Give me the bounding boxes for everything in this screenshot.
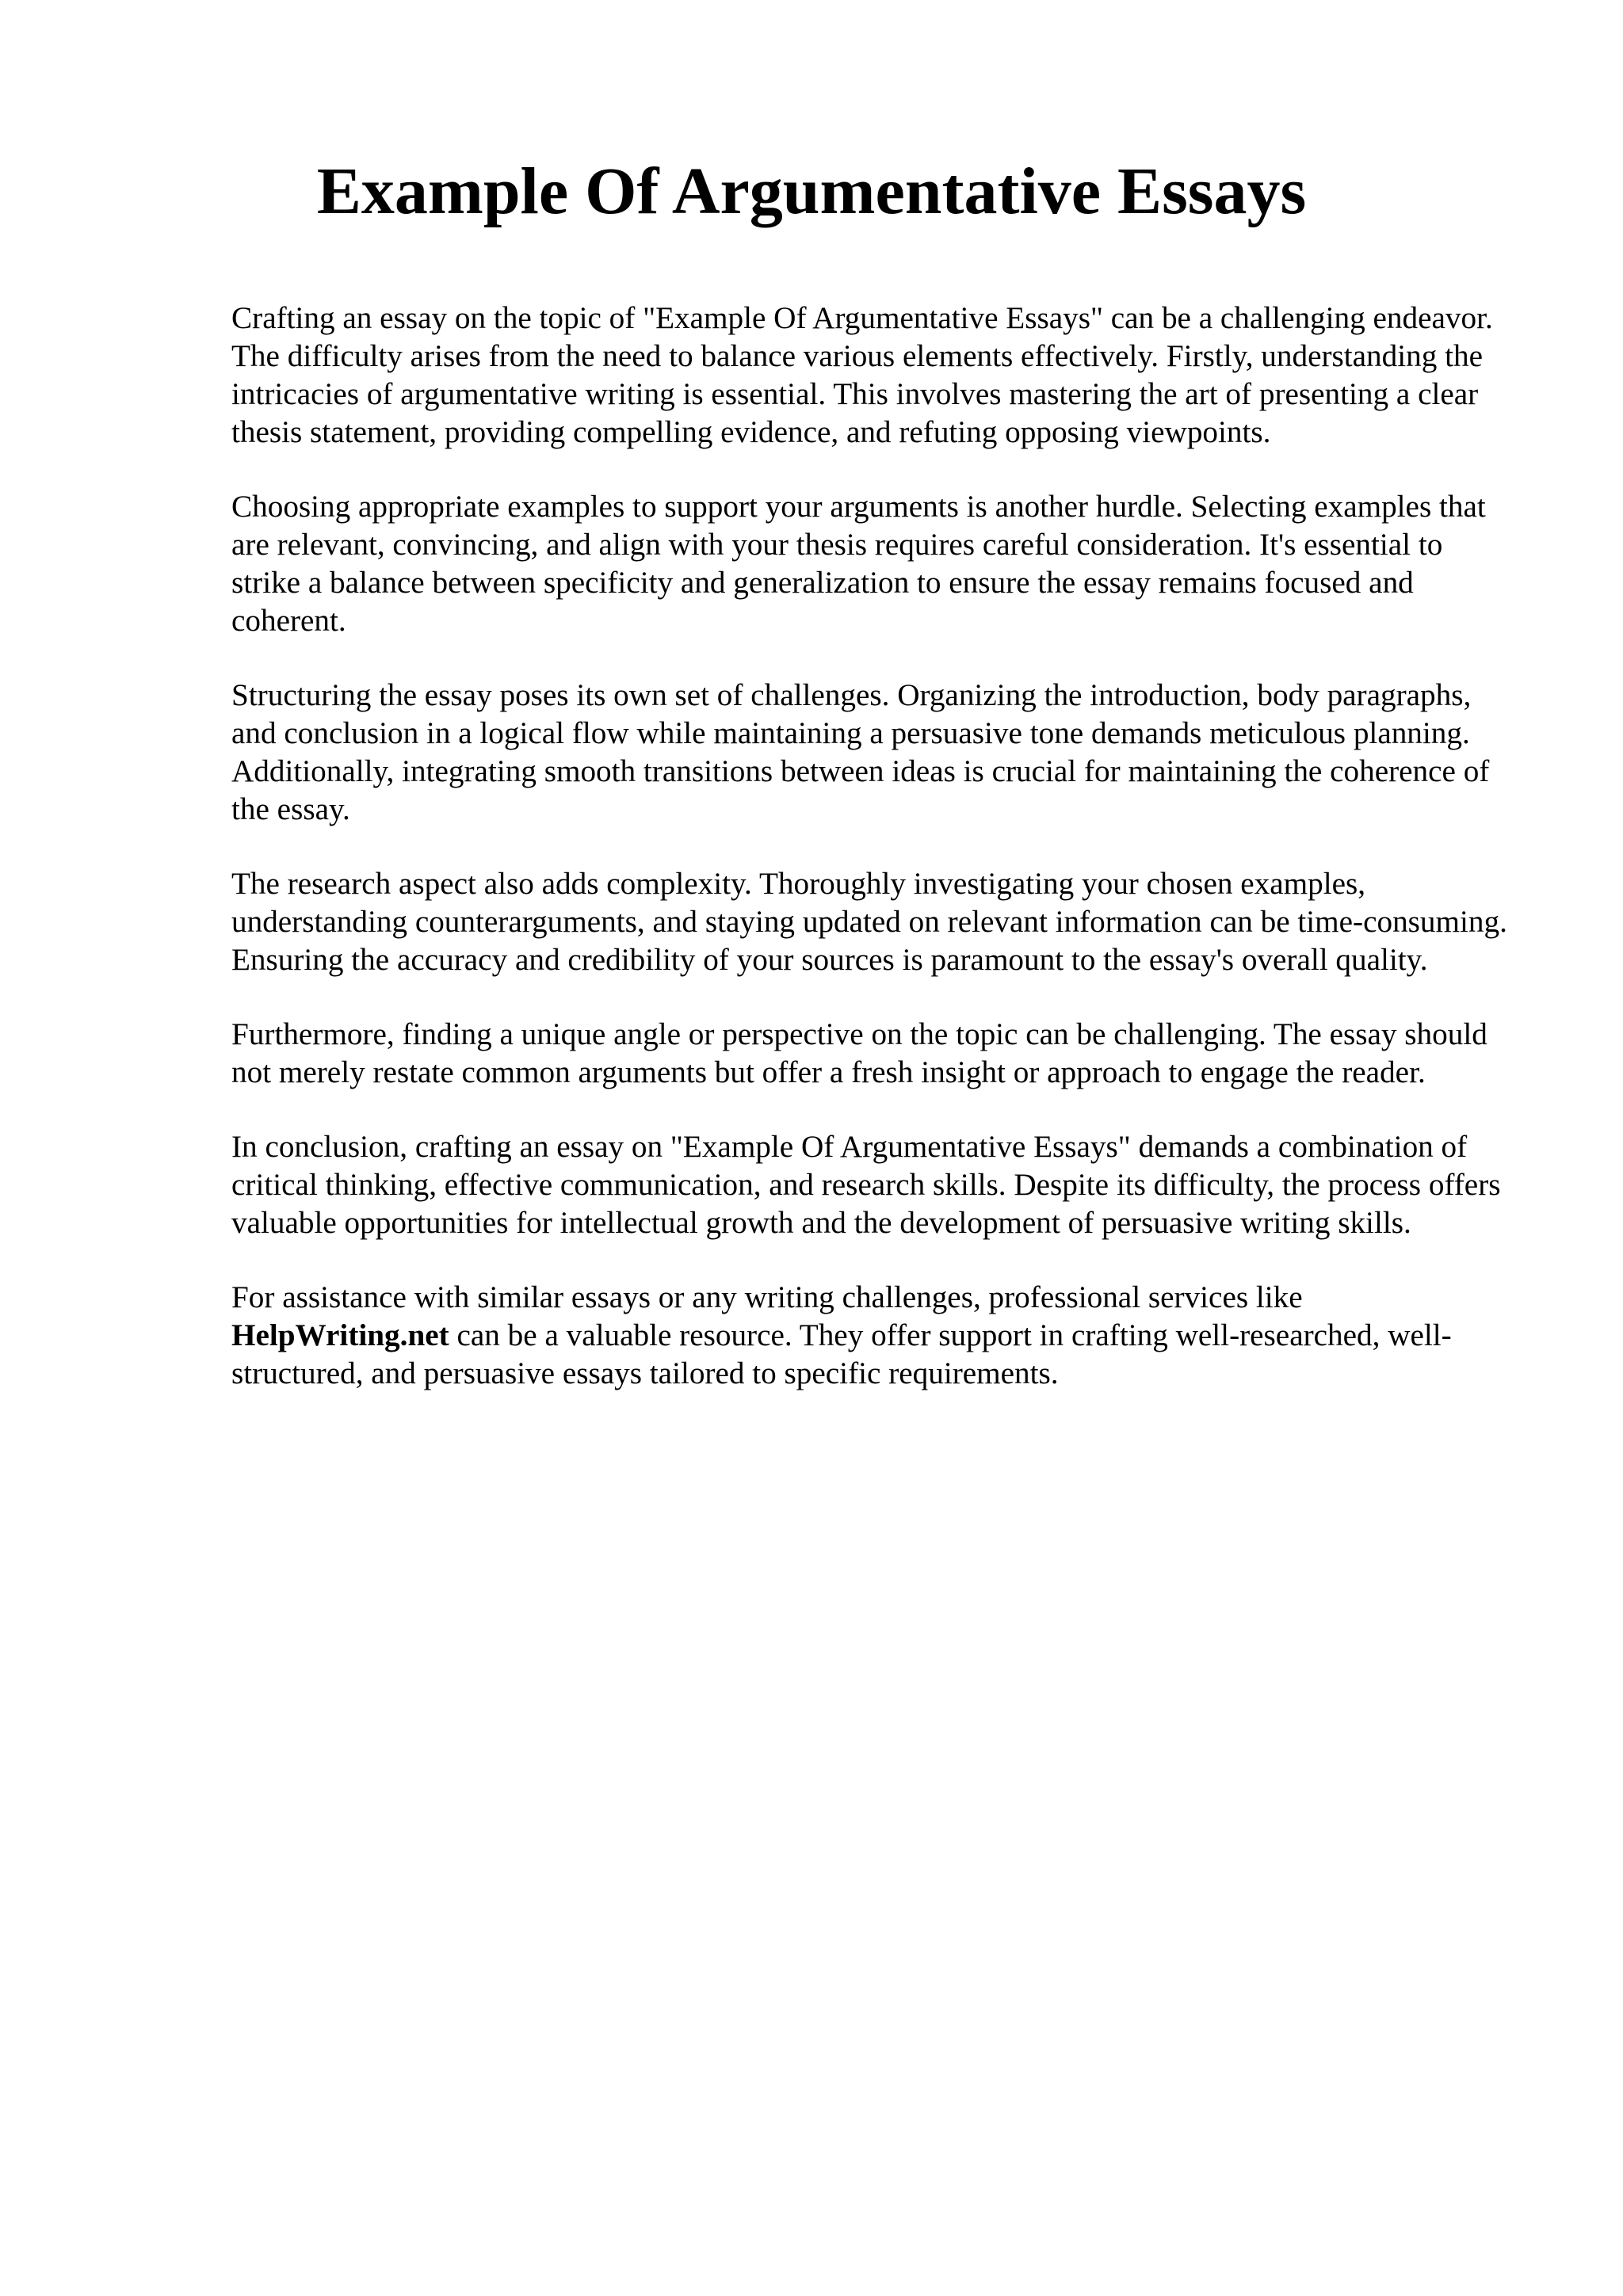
- paragraph-3: Structuring the essay poses its own set of challenges. Organizing the introduction, body paragraphs, and conclusion in a logical flow while maintaining a persuasive tone demands meticulous planning. Additionally, integrating smooth transitions between ideas is crucial for maintaining the coherence of the essay.: [231, 678, 1490, 826]
- paragraph-1: Crafting an essay on the topic of "Example Of Argumentative Essays" can be a challenging endeavor. The difficulty arises from the need to balance various elements effectively. Firstly, understanding the intricacies of argumentative writing is essential. This involves mastering the art of presenting a clear thesis statement, providing compelling evidence, and refuting opposing viewpoints.: [231, 301, 1493, 449]
- paragraph-4: The research aspect also adds complexity. Thoroughly investigating your chosen examples, understanding counterarguments, and staying updated on relevant information can be time-consuming. Ensuring the accuracy and credibility of your sources is paramount to the essay's overall quality.: [231, 867, 1507, 977]
- closing-text-before: For assistance with similar essays or any writing challenges, professional services like: [231, 1280, 1303, 1314]
- closing-text-after: can be a valuable resource. They offer support in crafting well-researched, well-structured, and persuasive essays tailored to specific requirements.: [231, 1318, 1452, 1390]
- paragraph-5: Furthermore, finding a unique angle or perspective on the topic can be challenging. The essay should not merely restate common arguments but offer a fresh insight or approach to engage the reader.: [231, 1017, 1487, 1089]
- paragraph-2: Choosing appropriate examples to support your arguments is another hurdle. Selecting examples that are relevant, convincing, and align with your thesis requires careful consideration. It's essential to strike a balance between specificity and generalization to ensure the essay remains focused and coherent.: [231, 490, 1486, 638]
- essay-body: [231, 299, 1515, 1393]
- page-title: Example Of Argumentative Essays: [316, 154, 1307, 228]
- paragraph-6: In conclusion, crafting an essay on "Example Of Argumentative Essays" demands a combination of critical thinking, effective communication, and research skills. Despite its difficulty, the process offers valuable opportunities for intellectual growth and the development of persuasive writing skills.: [231, 1130, 1501, 1240]
- closing-paragraph: [231, 1279, 1515, 1393]
- brand-name: HelpWriting.net: [231, 1318, 449, 1352]
